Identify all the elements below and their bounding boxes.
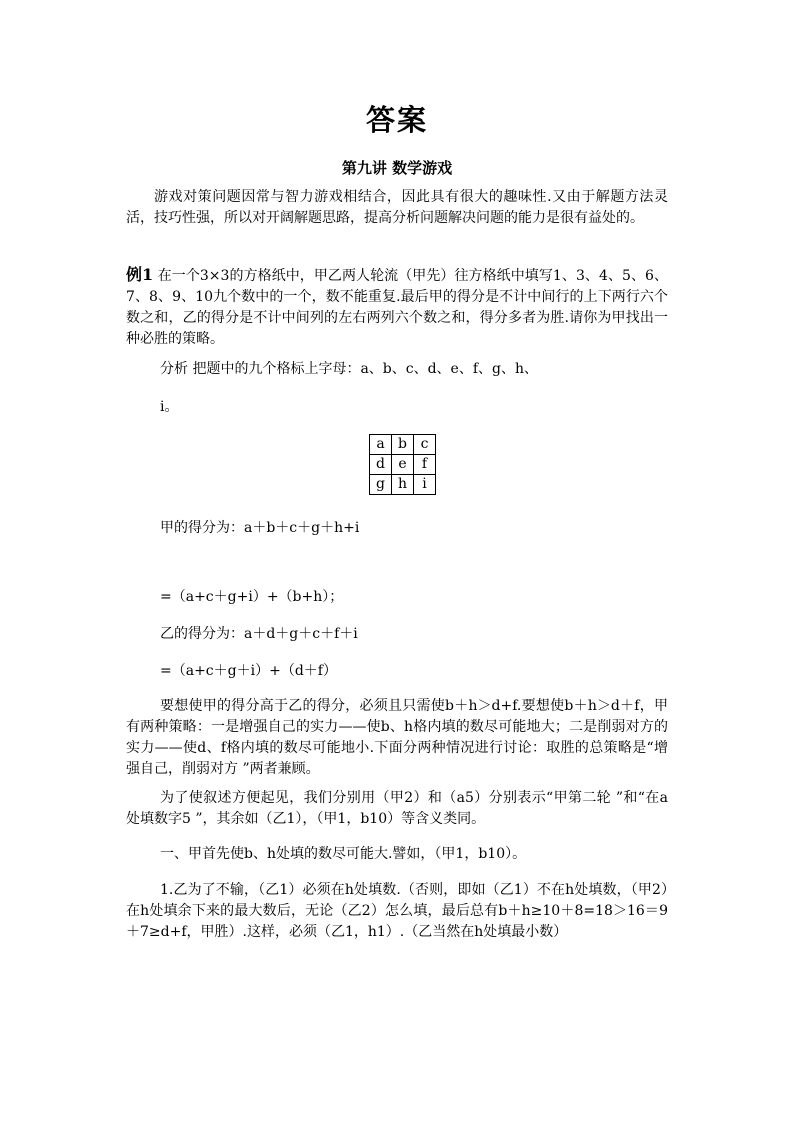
grid-row — [370, 435, 436, 455]
grid-cell: h — [392, 475, 414, 495]
example-text: 在一个3×3的方格纸中，甲乙两人轮流（甲先）往方格纸中填写1、3、4、5、6、7、8、9、10九个数中的一个，数不能重复.最后甲的得分是不计中间行的上下两行六个数之和，乙的得分是不计中间列的左右两列六个数之和，得分多者为胜.请你为甲找出一种必胜的策略。 — [126, 268, 668, 347]
lecture-subtitle: 第九讲 数学游戏 — [341, 159, 453, 177]
grid-cell: c — [414, 435, 436, 455]
analysis-line-2: i。 — [160, 399, 179, 415]
example-paragraph — [126, 264, 668, 350]
strategy-paragraph: 要想使甲的得分高于乙的得分，必须且只需使b＋h＞d+f.要想使b＋h＞d＋f，甲有两种策略：一是增强自己的实力——使b、h格内填的数尽可能地大；二是削弱对方的实力——使d、f格内填的数尽可能地小.下面分两种情况进行讨论：取胜的总策略是“增强自己，削弱对方 ”两者兼顾。 — [126, 698, 668, 777]
grid-cell: g — [370, 475, 392, 495]
formula-line-1: 甲的得分为：a＋b＋c＋g＋h+i — [160, 520, 360, 536]
grid-cell: d — [370, 455, 392, 475]
notation-paragraph: 为了使叙述方便起见，我们分别用（甲2）和（a5）分别表示“甲第二轮 ”和“在a处填数字5 ”，其余如（乙1），（甲1，b10）等含义类同。 — [126, 790, 668, 827]
formula-line-3: 乙的得分为：a＋d＋g＋c＋f＋i — [160, 626, 358, 642]
case-one-paragraph: 一、甲首先使b、h处填的数尽可能大.譬如，（甲1，b10）。 — [160, 846, 527, 862]
grid-cell: f — [414, 455, 436, 475]
grid-row — [370, 475, 436, 495]
analysis-line-1: 分析 把题中的九个格标上字母：a、b、c、d、e、f、g、h、 — [160, 361, 539, 377]
grid-row — [370, 455, 436, 475]
letter-grid — [369, 434, 436, 495]
grid-cell: e — [392, 455, 414, 475]
grid-cell: i — [414, 475, 436, 495]
grid-cell: a — [370, 435, 392, 455]
formula-line-4: =（a+c＋g＋i）+（d＋f） — [160, 663, 337, 679]
grid-cell: b — [392, 435, 414, 455]
example-label: 例1 — [126, 265, 154, 284]
case-one-sub-paragraph: 1.乙为了不输，（乙1）必须在h处填数.（否则，即如（乙1）不在h处填数，（甲2）在h处填余下来的最大数后，无论（乙2）怎么填，最后总有b＋h≥10＋8=18＞16＝9＋7≥d+f，甲胜）.这样，必须（乙1，h1）.（乙当然在h处填最小数） — [126, 882, 668, 940]
intro-paragraph: 游戏对策问题因常与智力游戏相结合，因此具有很大的趣味性.又由于解题方法灵活，技巧性强，所以对开阔解题思路，提高分析问题解决问题的能力是很有益处的。 — [126, 189, 668, 226]
formula-line-2: =（a+c＋g+i）+（b+h）； — [160, 589, 344, 605]
document-title: 答案 — [365, 103, 428, 137]
